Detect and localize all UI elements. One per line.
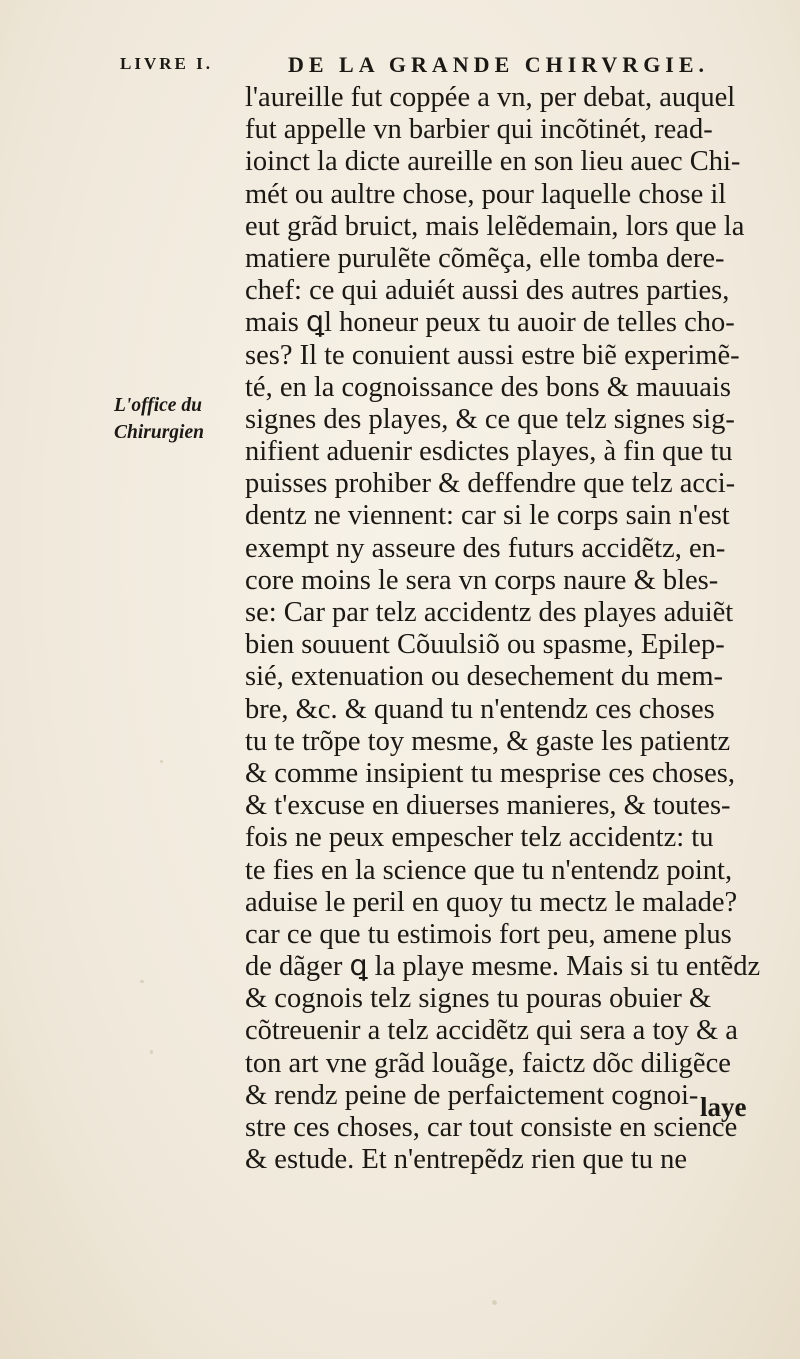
- paper-speck: [140, 980, 144, 983]
- text-line: fut appelle vn barbier qui incõtinét, read-: [245, 114, 713, 146]
- text-line: stre ces choses, car tout consiste en science: [245, 1112, 738, 1143]
- text-line: l'aureille fut coppée a vn, per debat, auquel: [245, 82, 736, 113]
- running-head-book-number: LIVRE I.: [120, 54, 213, 73]
- catchword: laye: [700, 1092, 747, 1122]
- text-line: aduise le peril en quoy tu mectz le malade?: [245, 886, 738, 918]
- text-line: ioinct la dicte aureille en son lieu auec Chi-: [245, 146, 741, 178]
- paper-speck: [492, 1300, 497, 1305]
- text-line: chef: ce qui aduiét aussi des autres parties,: [245, 275, 730, 307]
- text-line: exempt ny asseure des futurs accidẽtz, en-: [245, 532, 726, 564]
- text-line: nifient aduenir esdictes playes, à fin que tu: [245, 436, 733, 468]
- text-line: ses? Il te conuient aussi estre biẽ experimẽ-: [245, 339, 740, 371]
- text-line: matiere purulẽte cõmẽça, elle tomba dere-: [245, 242, 725, 274]
- text-line: puisses prohiber & deffendre que telz acci-: [245, 468, 736, 500]
- text-line: eut grãd bruict, mais lelẽdemain, lors que la: [245, 210, 745, 242]
- text-line: core moins le sera vn corps naure & bles-: [245, 564, 719, 596]
- text-line: cõtreuenir a telz accidẽtz qui sera a toy & a: [245, 1015, 738, 1047]
- text-line: & estude. Et n'entrepẽdz rien que tu ne: [245, 1144, 687, 1176]
- text-line: fois ne peux empescher telz accidentz: tu: [245, 822, 714, 854]
- text-line: sié, extenuation ou desechement du mem-: [245, 661, 724, 693]
- text-line: té, en la cognoissance des bons & mauuais: [245, 371, 731, 403]
- text-line: de dãger ꝗ la playe mesme. Mais si tu entẽdz: [245, 951, 761, 983]
- text-line: se: Car par telz accidentz des playes aduiẽt: [245, 597, 734, 628]
- text-line: dentz ne viennent: car si le corps sain n'est: [245, 500, 730, 532]
- margin-note-line: L'office du: [114, 395, 202, 416]
- text-line: bien souuent Cõuulsiõ ou spasme, Epilep-: [245, 629, 725, 661]
- paper-speck: [150, 1050, 153, 1054]
- text-line: mais ꝗl honeur peux tu auoir de telles cho-: [245, 307, 735, 339]
- text-line: & comme insipient tu mesprise ces choses,: [245, 757, 735, 789]
- text-line: ton art vne grãd louãge, faictz dõc diligẽce: [245, 1047, 731, 1079]
- text-line: & t'excuse en diuerses manieres, & toutes-: [245, 790, 731, 822]
- text-line: car ce que tu estimois fort peu, amene plus: [245, 918, 732, 950]
- text-line: tu te trõpe toy mesme, & gaste les patientz: [245, 725, 731, 757]
- text-line: bre, &c. & quand tu n'entendz ces choses: [245, 693, 715, 725]
- margin-note-line: Chirurgien: [114, 422, 204, 443]
- text-line: signes des playes, & ce que telz signes sig-: [245, 403, 735, 435]
- margin-note: [114, 392, 254, 446]
- body-text: [245, 82, 765, 1176]
- paper-speck: [160, 760, 163, 763]
- text-line: & cognois telz signes tu pouras obuier &: [245, 983, 712, 1015]
- text-line: te fies en la science que tu n'entendz point,: [245, 854, 733, 886]
- text-line: mét ou aultre chose, pour laquelle chose il: [245, 178, 727, 210]
- text-line: & rendz peine de perfaictement cognoi-: [245, 1079, 699, 1111]
- running-head-title: DE LA GRANDE CHIRVRGIE.: [288, 52, 710, 77]
